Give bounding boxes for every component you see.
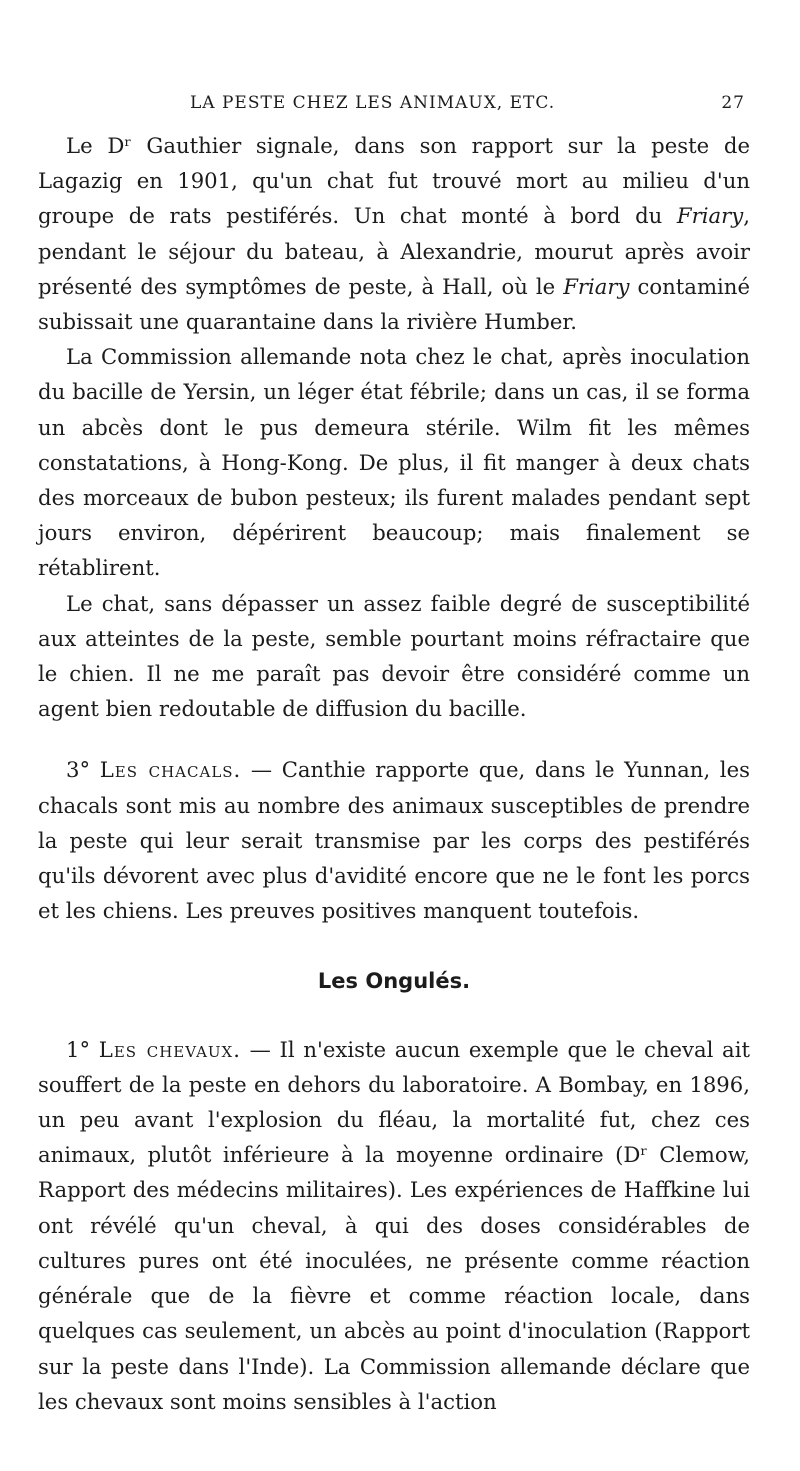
body-text	[38, 128, 750, 1419]
ship-name: Friary	[676, 203, 744, 229]
paragraph-cat-reports: Le Dʳ Gauthier signale, dans son rapport sur la peste de Lagazig en 1901, qu'un chat fut trouvé mort au milieu d'un groupe de rats pestiférés. Un chat monté à bord du Friary, pendant le séjour du bateau, à Alexandrie, mourut après avoir présenté des symptômes de peste, à Hall, où le Friary contaminé subissait une quarantaine dans la rivière Humber.	[38, 133, 750, 335]
running-title: LA PESTE CHEZ LES ANIMAUX, ETC.	[190, 93, 556, 113]
item-heading: Les chevaux.	[98, 1036, 241, 1062]
paragraph-horses: 1° Les chevaux. — Il n'existe aucun exemple que le cheval ait souffert de la peste en dehors du laboratoire. A Bombay, en 1896, un peu avant l'explosion du fléau, la mortalité fut, chez ces animaux, plutôt inférieure à la moyenne ordinaire (Dʳ Clemow, Rapport des médecins militaires). Les expériences de Haffkine lui ont révélé qu'un cheval, à qui des doses considérables de cultures pures ont été inoculées, ne présente comme réaction générale que de la fièvre et comme réaction locale, dans quelques cas seulement, un abcès au point d'inoculation (Rapport sur la peste dans l'Inde). La Commission allemande déclare que les chevaux sont moins sensibles à l'action	[38, 1036, 750, 1414]
running-header	[190, 93, 745, 119]
item-number: 1°	[66, 1036, 91, 1062]
page-number: 27	[721, 93, 745, 113]
item-heading: Les chacals.	[99, 757, 242, 783]
paragraph-jackals: 3° Les chacals. — Canthie rapporte que, dans le Yunnan, les chacals sont mis au nombre des animaux susceptibles de prendre la peste qui leur serait transmise par les corps des pestiférés qu'ils dévorent avec plus d'avidité encore que ne le font les porcs et les chiens. Les preuves positives manquent toutefois.	[38, 757, 750, 924]
ship-name: Friary	[563, 273, 630, 299]
section-heading: Les Ongulés.	[317, 969, 471, 994]
paragraph-german-commission: La Commission allemande nota chez le chat, après inoculation du bacille de Yersin, un léger état fébrile; dans un cas, il se forma un abcès dont le pus demeura stérile. Wilm fit les mêmes constatations, à Hong-Kong. De plus, il fit manger à deux chats des morceaux de bubon pesteux; ils furent malades pendant sept jours environ, dépérirent beaucoup; mais finalement se rétablirent.	[38, 344, 750, 581]
item-number: 3°	[66, 757, 91, 783]
paragraph-cat-conclusion: Le chat, sans dépasser un assez faible degré de susceptibilité aux atteintes de la peste, semble pourtant moins réfractaire que le chien. Il ne me paraît pas devoir être considéré comme un agent bien redoutable de diffusion du bacille.	[38, 590, 750, 722]
